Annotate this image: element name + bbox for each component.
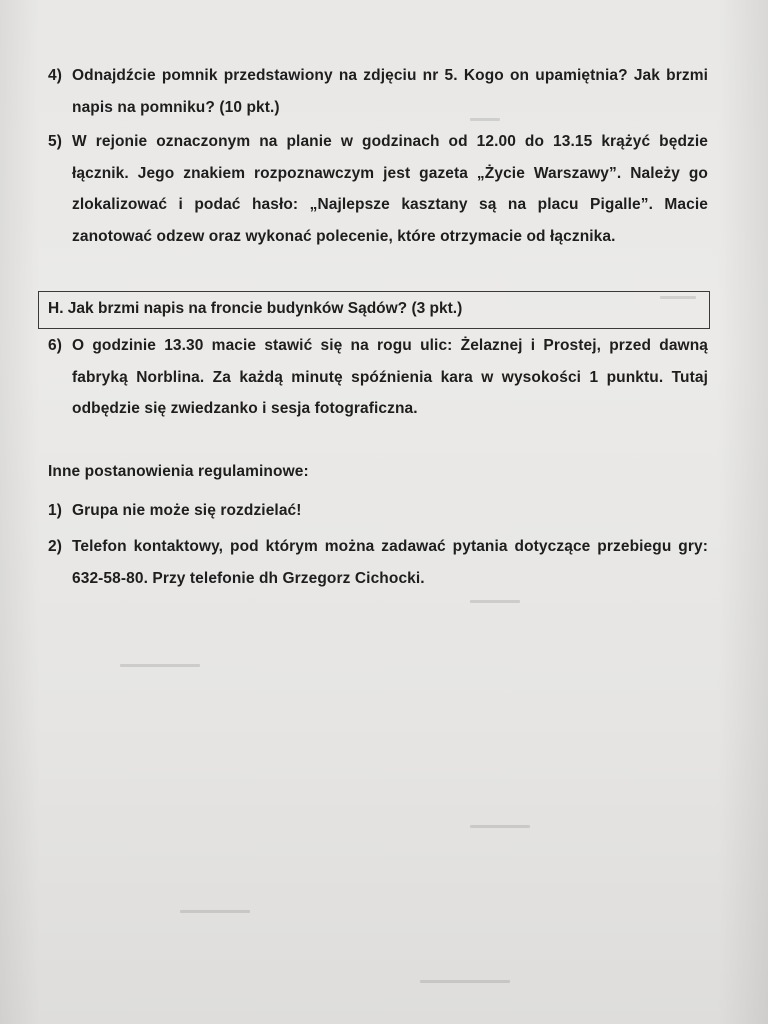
list-item: [48, 495, 708, 527]
item-text: W rejonie oznaczonym na planie w godzinach od 12.00 do 13.15 krążyć będzie łącznik. Jego znakiem rozpoznawczym jest gazeta „Życie Warszawy”. Należy go zlokalizować i podać hasło: „Najlepsze kasztany są na placu Pigalle”. Macie zanotować odzew oraz wykonać polecenie, które otrzymacie od łącznika.: [72, 133, 708, 245]
item-text: Telefon kontaktowy, pod którym można zadawać pytania dotyczące przebiegu gry: 632-58-80. Przy telefonie dh Grzegorz Cichocki.: [72, 538, 708, 587]
rules-heading: Inne postanowienia regulaminowe:: [48, 463, 309, 480]
list-item: [48, 126, 708, 252]
scan-speck: [470, 600, 520, 603]
scan-speck: [420, 980, 510, 983]
rules-section: [48, 456, 708, 594]
scan-speck: [180, 910, 250, 913]
item-number: 4): [48, 67, 62, 84]
boxed-task: [38, 291, 710, 329]
scan-speck: [120, 664, 200, 667]
scan-speck: [470, 825, 530, 828]
item-number: 5): [48, 133, 62, 150]
list-item: [48, 330, 708, 425]
page-shadow-right: [718, 0, 768, 1024]
item-number: 1): [48, 501, 62, 519]
list-item: [48, 531, 708, 594]
page-shadow-left: [0, 0, 40, 1024]
item-text: O godzinie 13.30 macie stawić się na rogu ulic: Żelaznej i Prostej, przed dawną fabryką Norblina. Za każdą minutę spóźnienia kara w wysokości 1 punktu. Tutaj odbędzie się zwiedzanko i sesja fotograficzna.: [72, 337, 708, 417]
item-number: 2): [48, 538, 62, 555]
item-text: Grupa nie może się rozdzielać!: [72, 501, 302, 519]
items-top: [48, 60, 708, 252]
list-item: [48, 60, 708, 123]
boxed-task-label: H. Jak brzmi napis na froncie budynków Sądów? (3 pkt.): [48, 300, 463, 317]
item-six-block: [48, 330, 708, 425]
item-text: Odnajdźcie pomnik przedstawiony na zdjęciu nr 5. Kogo on upamiętnia? Jak brzmi napis na pomniku? (10 pkt.): [72, 67, 708, 116]
item-number: 6): [48, 337, 62, 354]
